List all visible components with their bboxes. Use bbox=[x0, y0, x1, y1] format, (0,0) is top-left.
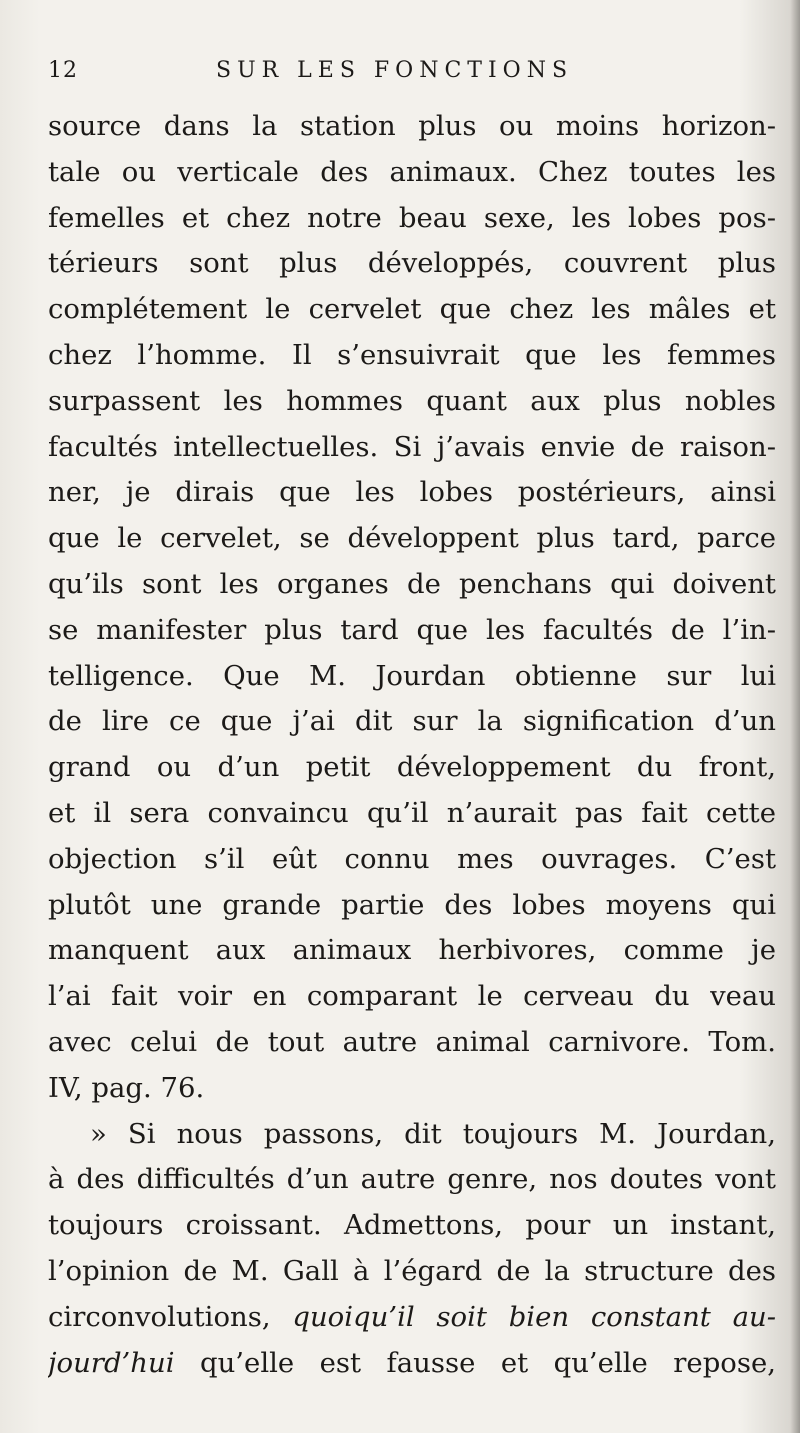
text-line: toujours croissant. Admettons, pour un instant, bbox=[48, 1209, 776, 1242]
text-line: complétement le cervelet que chez les mâles et bbox=[48, 293, 776, 326]
text-line: ner, je dirais que les lobes postérieurs, ainsi bbox=[48, 476, 776, 509]
text-line: tale ou verticale des animaux. Chez toutes les bbox=[48, 155, 776, 188]
running-head: SUR LES FONCTIONS bbox=[216, 58, 574, 83]
text-line bbox=[48, 1341, 776, 1387]
text-line: que le cervelet, se développent plus tard, parce bbox=[48, 522, 776, 555]
page-number: 12 bbox=[48, 58, 78, 83]
text-line: l’ai fait voir en comparant le cerveau du veau bbox=[48, 980, 776, 1013]
paragraph-start-line: » Si nous passons, dit toujours M. Jourdan, bbox=[90, 1117, 776, 1150]
text-line: plutôt une grande partie des lobes moyens qui bbox=[48, 888, 776, 921]
italic-text: jourd’hui bbox=[48, 1346, 175, 1379]
body-text bbox=[48, 104, 776, 1386]
text-line: térieurs sont plus développés, couvrent plus bbox=[48, 247, 776, 280]
text-line: facultés intellectuelles. Si j’avais envie de raison- bbox=[48, 430, 776, 463]
text-line: avec celui de tout autre animal carnivore. Tom. bbox=[48, 1025, 776, 1058]
text-line: manquent aux animaux herbivores, comme je bbox=[48, 934, 776, 967]
roman-text: qu’elle est fausse et qu’elle repose, bbox=[174, 1346, 776, 1379]
text-line: femelles et chez notre beau sexe, les lobes pos- bbox=[48, 201, 776, 234]
text-line: objection s’il eût connu mes ouvrages. C’est bbox=[48, 842, 776, 875]
text-line: surpassent les hommes quant aux plus nobles bbox=[48, 384, 776, 417]
text-line: l’opinion de M. Gall à l’égard de la structure des bbox=[48, 1254, 776, 1287]
italic-text: quoiqu’il soit bien constant au- bbox=[292, 1300, 776, 1333]
text-line: telligence. Que M. Jourdan obtienne sur lui bbox=[48, 659, 776, 692]
text-line: à des difficultés d’un autre genre, nos doutes vont bbox=[48, 1163, 776, 1196]
text-line: source dans la station plus ou moins horizon- bbox=[48, 110, 776, 142]
roman-text: circonvolutions, bbox=[48, 1300, 293, 1333]
text-line: et il sera convaincu qu’il n’aurait pas fait cette bbox=[48, 796, 776, 829]
text-line: de lire ce que j’ai dit sur la signification d’un bbox=[48, 705, 776, 738]
text-line: chez l’homme. Il s’ensuivrait que les femmes bbox=[48, 338, 776, 371]
text-line bbox=[48, 1295, 776, 1341]
text-line: qu’ils sont les organes de penchans qui doivent bbox=[48, 567, 776, 600]
paragraph-end-line: IV, pag. 76. bbox=[48, 1071, 205, 1104]
text-line: grand ou d’un petit développement du front, bbox=[48, 751, 776, 784]
text-line: se manifester plus tard que les facultés de l’in- bbox=[48, 613, 776, 646]
page-header bbox=[48, 58, 588, 90]
